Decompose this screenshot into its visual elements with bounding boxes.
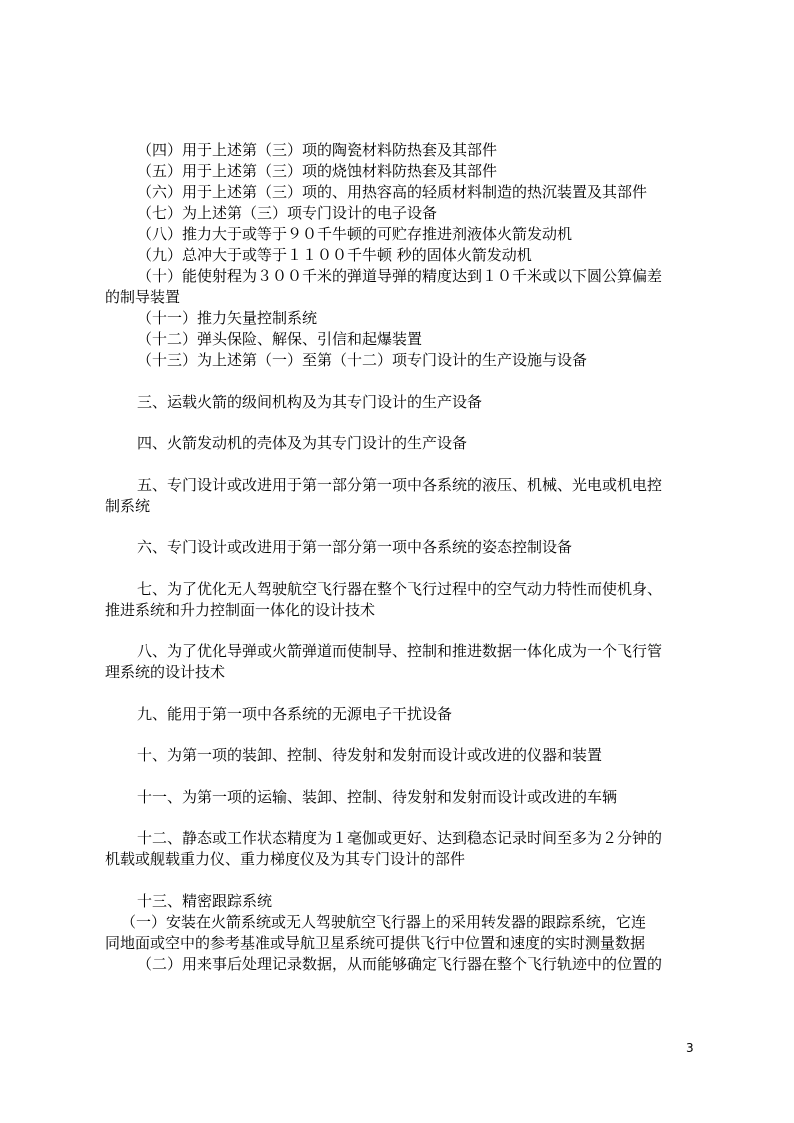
- text-line: （六）用于上述第（三）项的、用热容高的轻质材料制造的热沉装置及其部件: [137, 183, 648, 201]
- text-line: 的制导装置: [105, 288, 181, 306]
- text-line: 推进系统和升力控制面一体化的设计技术: [105, 601, 376, 619]
- text-line: 五、专门设计或改进用于第一部分第一项中各系统的液压、机械、光电或机电控: [137, 476, 663, 494]
- text-line: 九、能用于第一项中各系统的无源电子干扰设备: [137, 705, 453, 723]
- text-line: （八）推力大于或等于９０千牛顿的可贮存推进剂液体火箭发动机: [137, 225, 573, 243]
- text-line: 同地面或空中的参考基准或导航卫星系统可提供飞行中位置和速度的实时测量数据: [105, 934, 646, 952]
- text-line: 理系统的设计技术: [105, 663, 226, 681]
- text-line: （十二）弹头保险、解保、引信和起爆装置: [137, 330, 423, 348]
- text-line: 制系统: [105, 497, 151, 515]
- text-line: 四、火箭发动机的壳体及为其专门设计的生产设备: [137, 434, 468, 452]
- text-line: 八、为了优化导弹或火箭弹道而使制导、控制和推进数据一体化成为一个飞行管: [137, 642, 663, 660]
- text-line: 七、为了优化无人驾驶航空飞行器在整个飞行过程中的空气动力特性而使机身、: [137, 580, 663, 598]
- text-line: （五）用于上述第（三）项的烧蚀材料防热套及其部件: [137, 162, 498, 180]
- text-line: 六、专门设计或改进用于第一部分第一项中各系统的姿态控制设备: [137, 538, 573, 556]
- text-line: 机载或舰载重力仪、重力梯度仪及为其专门设计的部件: [105, 850, 466, 868]
- text-line: 三、运载火箭的级间机构及为其专门设计的生产设备: [137, 393, 483, 411]
- text-line: （一）安装在火箭系统或无人驾驶航空飞行器上的采用转发器的跟踪系统，它连: [121, 913, 647, 931]
- text-line: （二）用来事后处理记录数据，从而能够确定飞行器在整个飞行轨迹中的位置的: [137, 955, 663, 973]
- text-line: （十）能使射程为３００千米的弹道导弹的精度达到１０千米或以下圆公算偏差: [137, 267, 663, 285]
- text-line: （四）用于上述第（三）项的陶瓷材料防热套及其部件: [137, 141, 498, 159]
- text-line: （七）为上述第（三）项专门设计的电子设备: [137, 204, 438, 222]
- text-line: （十三）为上述第（一）至第（十二）项专门设计的生产设施与设备: [137, 351, 588, 369]
- text-line: 十二、静态或工作状态精度为１毫伽或更好、达到稳态记录时间至多为２分钟的: [137, 829, 663, 847]
- text-line: （十一）推力矢量控制系统: [137, 309, 318, 327]
- text-line: 十、为第一项的装卸、控制、待发射和发射而设计或改进的仪器和装置: [137, 746, 603, 764]
- text-line: （九）总冲大于或等于１１００千牛顿 秒的固体火箭发动机: [137, 246, 532, 264]
- text-line: 十一、为第一项的运输、装卸、控制、待发射和发射而设计或改进的车辆: [137, 788, 618, 806]
- text-line: 十三、精密跟踪系统: [137, 892, 273, 910]
- page-number: 3: [686, 1041, 694, 1055]
